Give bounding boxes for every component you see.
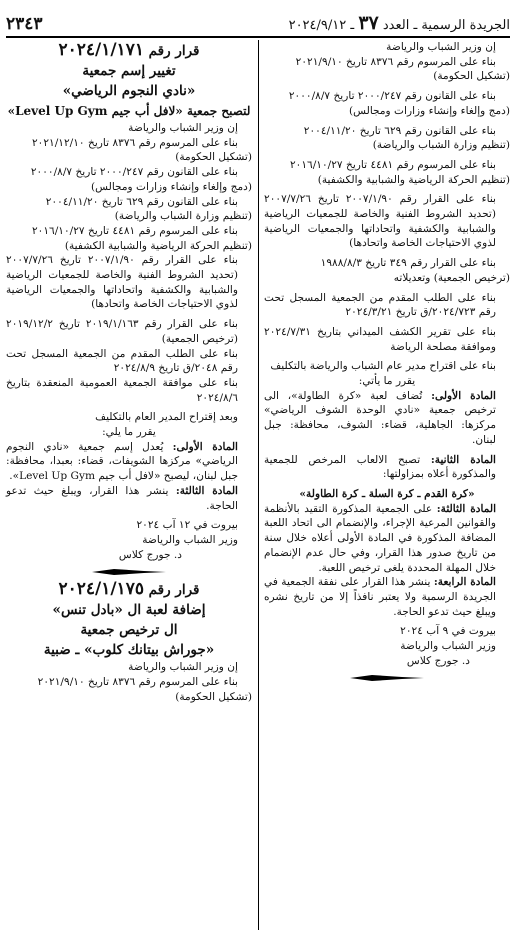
intro-line: إن وزير الشباب والرياضة [386, 41, 496, 53]
recital-1: بناء على المرسوم رقم ٨٣٧٦ تاريخ ٢٠٢١/٩/١٠ [295, 55, 496, 68]
decides-line: يقرر ما يلي: [102, 426, 156, 439]
article-2-text: تصبح الالعاب المرخص للجمعية والمذكورة أعلاه بمزاولتها: [264, 453, 496, 481]
decision-171-prefix: قرار رقم [148, 43, 200, 59]
games-list: «كرة القدم ـ كرة السلة ـ كرة الطاولة» [299, 487, 475, 500]
decision-171-title-3: لتصبح جمعية «لافل أب جيم Level Up Gym» [7, 104, 251, 118]
recital-8: بناء على موافقة الجمعية العمومية المنعقدة بتاريخ ٢٠٢٤/٨/٦ [6, 376, 238, 404]
page-header [6, 4, 510, 38]
signature-title: وزير الشباب والرياضة [142, 533, 238, 546]
recital-4: بناء على المرسوم رقم ٤٤٨١ تاريخ ٢٠١٦/١٠/٢٧ [31, 224, 238, 237]
decision-175-title-3: «جوراش بيتانك كلوب» ـ ضبية [43, 642, 215, 659]
decision-175-prefix: قرار رقم [148, 582, 200, 599]
article-1-label: المادة الأولى: [172, 440, 238, 453]
recital-5: بناء على القرار رقم ٢٠٠٧/١/٩٠ تاريخ ٢٠٠٧/٧/٢٦ (تحديد الشروط الفنية والخاصة للجمعيات الرياضية والشبابية والكشفية واتحاداتها والجمعيات الرياضية لذوي الاحتياجات الخاصة واتحادها) [6, 254, 238, 311]
article-1 [264, 389, 510, 448]
page-number: ٢٣٤٣ [6, 14, 43, 34]
intro-line-2: إن وزير الشباب والرياضة [128, 661, 238, 674]
journal-name: الجريدة الرسمية ـ العدد [382, 18, 510, 33]
recital-2-1: بناء على المرسوم رقم ٨٣٧٦ تاريخ ٢٠٢١/٩/١٠ [37, 676, 238, 689]
decision-171-number: ٢٠٢٤/١/١٧١ [58, 40, 144, 60]
recital-2-1-note: (تشكيل الحكومة) [175, 690, 252, 703]
decision-171-title-1: تغيير إسم جمعية [82, 63, 176, 79]
decision-171-heading [6, 40, 252, 61]
recital-2-note: (دمج وإلغاء وإنشاء وزارات ومجالس) [90, 180, 252, 193]
recital-3: بناء على القانون رقم ٦٢٩ تاريخ ٢٠٠٤/١١/٢٠ [303, 124, 496, 137]
recital-5: بناء على القرار رقم ٢٠٠٧/١/٩٠ تاريخ ٢٠٠٧/٧/٢٦ (تحديد الشروط الفنية والخاصة للجمعيات الرياضية والشبابية والكشفية واتحاداتها والجمعيات الرياضية لذوي الاحتياجات الخاصة واتحادها) [264, 193, 496, 250]
recital-1: بناء على المرسوم رقم ٨٣٧٦ تاريخ ٢٠٢١/١٢/١٠ [31, 136, 238, 149]
section-end-arrow-icon [92, 569, 166, 575]
article-1-text: يُعدل إسم جمعية «نادي النجوم الرياضي» مركزها الشويفات، قضاء: بعبدا، محافظة: جبل لبنان، ليصبح «لافل أب جيم Level Up Gym». [6, 440, 238, 483]
article-2-text: ينشر هذا القرار، ويبلغ حيث تدعو الحاجة. [6, 484, 238, 512]
decides-line: يقرر ما يأتي: [358, 375, 416, 388]
decision-171-title-2: «نادي النجوم الرياضي» [62, 83, 196, 99]
recital-3-note: (تنظيم وزارة الشباب والرياضة) [114, 210, 252, 223]
recital-3-note: (تنظيم وزارة الشباب والرياضة) [372, 139, 510, 152]
decision-175-title-1: إضافة لعبة ال «بادل تنس» [52, 602, 206, 619]
article-1-text: تُضاف لعبة «كرة الطاولة»، الى ترخيص جمعية «نادي الوحدة الشوف الرياضي» مركزها: الجاهلية، قضاء: الشوف، محافظة: جبل لبنان. [264, 389, 496, 446]
article-2-label: المادة الثانية: [430, 453, 497, 466]
right-column [264, 40, 510, 685]
article-4 [264, 575, 510, 619]
article-3 [264, 502, 510, 576]
article-4-text: ينشر هذا القرار على نفقة الجمعية في الجريدة الرسمية ولا يعتبر نافذاً إلا من تاريخ نشره ويبلغ حيث تدعو الحاجة. [264, 576, 496, 618]
recital-6-note: (ترخيص الجمعية) وتعديلاته [393, 271, 510, 284]
recital-9: وبعد إقتراح المدير العام بالتكليف [95, 411, 238, 424]
column-divider [258, 40, 259, 930]
article-3-label: المادة الثالثة: [436, 502, 497, 515]
recital-4-note: (تنظيم الحركة الرياضية والشبابية الكشفية) [64, 239, 252, 252]
recital-1-note: (تشكيل الحكومة) [175, 151, 252, 164]
signature-place-date: بيروت في ٩ آب ٢٠٢٤ [400, 625, 496, 638]
signature-place-date: بيروت في ١٢ آب ٢٠٢٤ [136, 519, 238, 532]
article-2 [6, 484, 252, 513]
signature-name: د. جورج كلاس [118, 548, 182, 561]
decision-175-number: ٢٠٢٤/١/١٧٥ [58, 579, 144, 600]
recital-2-note: (دمج وإلغاء وإنشاء وزارات ومجالس) [348, 104, 510, 117]
article-3-text: على الجمعية المذكورة التقيد بالأنظمة والقوانين المرعية الإجراء، والإنضمام الى اتحاد اللعبة المضافة المذكورة في المادة الأولى أعلاه خلال سنة من تاريخ صدور هذا القرار، وفي حال عدم الإنضمام خلال المهلة المحددة يلغى ترخيص اللعبة. [264, 502, 496, 574]
journal-issue-line [289, 12, 510, 34]
recital-8: بناء على تقرير الكشف الميداني بتاريخ ٢٠٢٤/٧/٣١ وموافقة مصلحة الرياضة [264, 325, 496, 353]
article-2 [264, 453, 510, 482]
article-2-label: المادة الثالثة: [175, 484, 238, 497]
recital-6: بناء على القرار رقم ٢٠١٩/١/١٦٣ تاريخ ٢٠١٩/١٢/٢ (ترخيص الجمعية) [6, 318, 238, 345]
recital-1-note: (تشكيل الحكومة) [433, 70, 510, 83]
article-4-label: المادة الرابعة: [433, 576, 496, 589]
recital-6: بناء على القرار رقم ٣٤٩ تاريخ ١٩٨٨/٨/٣ [320, 257, 496, 270]
recital-4-note: (تنظيم الحركة الرياضية والشبابية والكشفية) [317, 173, 510, 186]
signature-name: د. جورج كلاس [406, 654, 470, 667]
recital-7: بناء على الطلب المقدم من الجمعية المسجل تحت رقم ٢٠٤٨/ق تاريخ ٢٠٢٤/٨/٩ [6, 347, 238, 375]
left-column [6, 40, 252, 705]
recital-2: بناء على القانون رقم ٢٠٠٠/٢٤٧ تاريخ ٢٠٠٠/٨/٧ [30, 166, 238, 179]
signature-title: وزير الشباب والرياضة [400, 640, 496, 653]
article-1-label: المادة الأولى: [431, 389, 496, 402]
recital-4: بناء على المرسوم رقم ٤٤٨١ تاريخ ٢٠١٦/١٠/٢٧ [289, 158, 496, 171]
recital-7: بناء على الطلب المقدم من الجمعية المسجل تحت رقم ٢٠٢٤/٧٢٣/ق تاريخ ٢٠٢٤/٣/٢١ [264, 291, 496, 319]
article-1 [6, 440, 252, 484]
recital-9: بناء على اقتراح مدير عام الشباب والرياضة بالتكليف [270, 360, 496, 373]
section-end-arrow-icon [350, 675, 424, 681]
intro-line: إن وزير الشباب والرياضة [128, 122, 238, 134]
issue-date: ـ ٢٠٢٤/٩/١٢ [288, 18, 355, 33]
recital-2: بناء على القانون رقم ٢٠٠٠/٢٤٧ تاريخ ٢٠٠٠/٨/٧ [288, 90, 496, 103]
issue-number: ٣٧ [358, 12, 379, 34]
decision-175-heading [6, 579, 252, 600]
decision-175-title-2: ال ترخيص جمعية [80, 622, 178, 639]
recital-3: بناء على القانون رقم ٦٢٩ تاريخ ٢٠٠٤/١١/٢٠ [45, 195, 238, 208]
